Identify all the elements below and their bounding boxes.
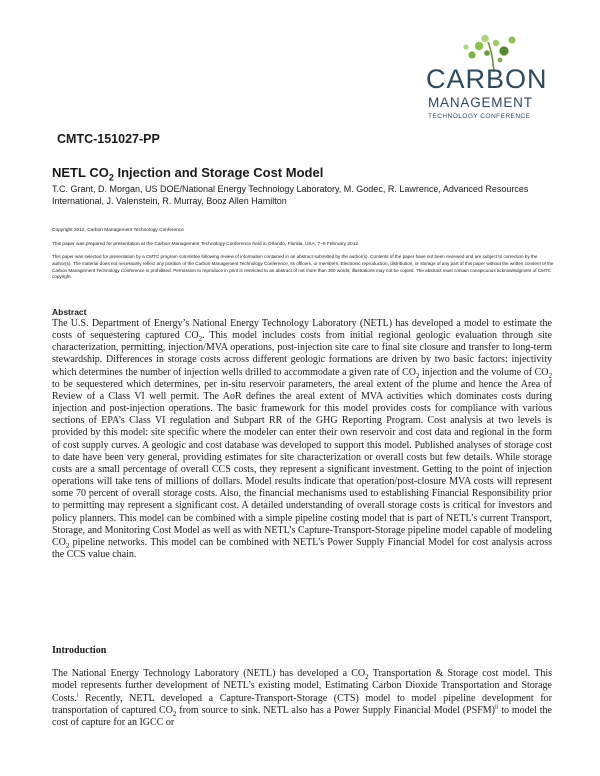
prepared-notice: This paper was prepared for presentation at the Carbon Management Technology Conference held in Orlando, Florida, USA, 7–9 February 2012. [52, 242, 360, 247]
logo-word-carbon: CARBON [426, 64, 548, 94]
copyright-notice: Copyright 2012, Carbon Management Technology Conference [52, 228, 184, 233]
paper-title: NETL $CO_2$ Injection and Storage Cost Model [52, 165, 324, 183]
abstract-body: The U.S. Department of Energy’s National Energy Technology Laboratory (NETL) has developed a model to estimate the costs of sequestering captured $CO_2$. This model includes costs from initial regional geologic evaluation through site characterization, permitting, injection/MVA operations, post-injection site care to final site closure and transfer to long-term stewardship. Differences in storage costs across different geologic formations are driven by two basic factors: injectivity which determines the number of injection wells drilled to accommodate a given rate of $CO_2$ injection and the volume of $CO_2$ to be sequestered which determines, per in-situ reservoir parameters, the areal extent of the plume and hence the Area of Review of a Class VI well permit. The AoR defines the areal extent of MVA activities which dominates costs during injection and post-injection operations. The basic framework for this model provides costs for compliance with various sections of EPA’s Class VI regulation and Subpart RR of the GHG Reporting Program. Cost analysis at two levels is provided by this model: site specific where the modeler can enter their own reservoir and cost data and regional in the form of cost supply curves. A geologic and cost database was developed to support this model. Published analyses of storage cost to date have been very general, providing estimates for site characterization or overall costs but few details. While storage costs are a small percentage of overall CCS costs, they represent a significant investment. Getting to the point of injection operations will take tens of millions of dollars. Model results indicate that operation/post-closure MVA costs will represent some 70 percent of overall storage costs. Also, the financial mechanisms used to establishing Financial Responsibility prior to permitting may represent a significant cost. A detailed understanding of overall storage costs is critical for investors and policy planners. This model can be combined with a simple pipeline costing model that is part of NETL’s current Transport, Storage, and Monitoring Cost Model as well as with NETL’s Capture-Transport-Storage pipeline model capable of modeling $CO_2$ pipeline networks. This model can be combined with NETL’s Power Supply Financial Model for cost analysis across the CCS value chain. [52, 318, 552, 560]
disclaimer-text: This paper was selected for presentation by a CMTC program committee following review of information contained in an abstract submitted by the author(s). Contents of the paper have not been reviewed and are subject to correction by the author(s). The material does not necessarily reflect any position of the Carbon Management Technology Conference, its officers, or members. Electronic reproduction, distribution, or storage of any part of this paper without the written consent of the Carbon Management Technology Conference is prohibited. Permission to reproduce in print is restricted to an abstract of not more than 300 words; illustrations may not be copied. The abstract must contain conspicuous acknowledgment of CMTC copyright. [52, 254, 554, 280]
author-list: T.C. Grant, D. Morgan, US DOE/National Energy Technology Laboratory, M. Godec, R. Lawrence, Advanced Resources International, J. Valenstein, R. Murray, Booz Allen Hamilton [52, 184, 529, 206]
paper-id: CMTC-151027-PP [57, 132, 160, 146]
introduction-heading: Introduction [52, 645, 107, 656]
logo-word-conference: TECHNOLOGY CONFERENCE [428, 113, 531, 120]
introduction-body: The National Energy Technology Laboratory (NETL) has developed a $CO_2$ Transportation & Storage cost model. This model represents further development of NETL’s existing model, Estimating Carbon Dioxide Transportation and Storage Costs.$^i$ Recently, NETL developed a Capture-Transport-Storage (CTS) model to model pipeline development for transportation of captured $CO_2$ from source to sink. NETL also has a Power Supply Financial Model (PSFM)$^{ii}$ to model the cost of capture for an IGCC or [52, 668, 552, 729]
logo-word-management: MANAGEMENT [428, 95, 533, 110]
abstract-heading: Abstract [52, 307, 87, 317]
